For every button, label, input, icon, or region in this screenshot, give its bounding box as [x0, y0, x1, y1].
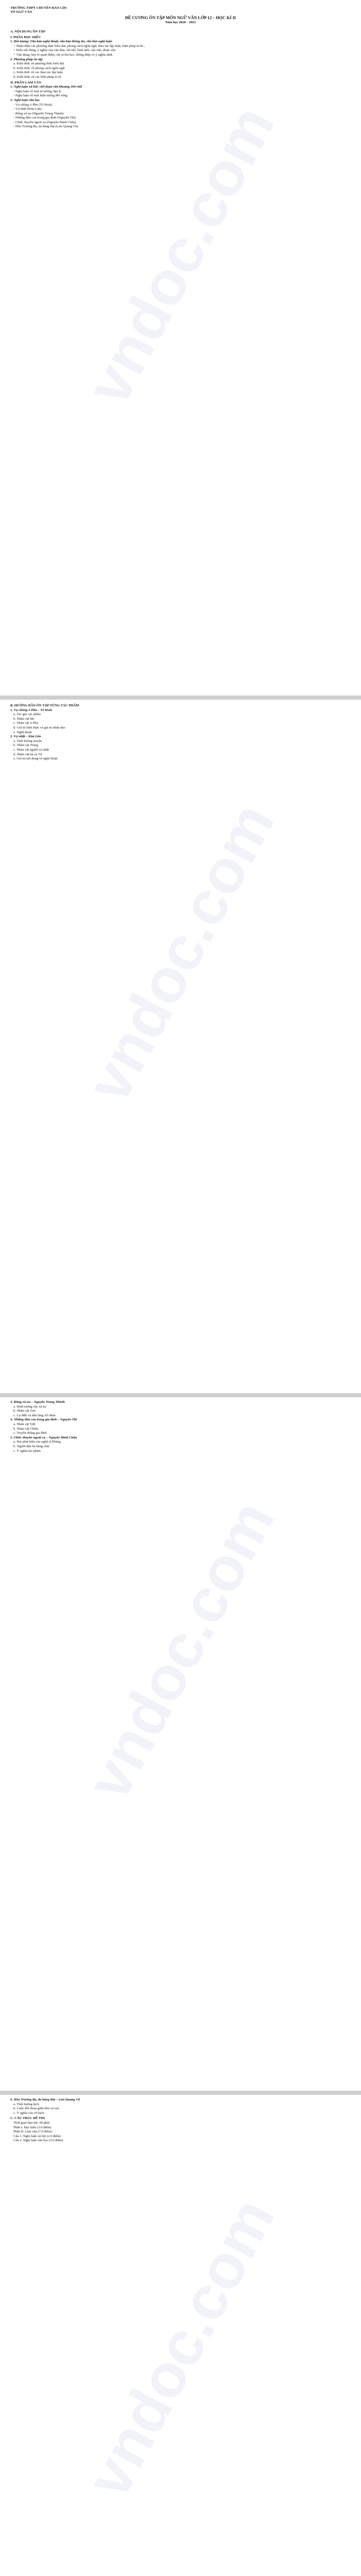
subsection-heading: 1. Đối tượng: Văn bản nghệ thuật, văn bản thông tin, văn bản nghị luận: [10, 40, 112, 44]
text-line: d. Giá trị hiện thực và giá trị nhân đạo: [13, 725, 65, 730]
watermark: vndoc.com: [73, 1489, 288, 1811]
text-line: b. Nhân vật Tràng: [13, 743, 38, 748]
text-line: - Hồn Trương Ba, da hàng thịt (Lưu Quang Vũ): [13, 125, 78, 129]
text-line: c. Nhân vật người vợ nhặt: [13, 748, 49, 752]
text-line: a. Tình huống kịch: [13, 2102, 39, 2106]
text-line: b. Nhân vật Tnú: [13, 1409, 36, 1413]
school-year: Năm học 2020 – 2021: [165, 21, 196, 24]
document-page-4: [6, 2096, 355, 2576]
page-divider: [0, 696, 361, 700]
text-line: - Nghị luận về một tư tưởng, đạo lí.: [13, 89, 62, 93]
section-heading: II. PHẦN LÀM VĂN: [10, 80, 41, 84]
watermark: vndoc.com: [73, 792, 288, 1113]
section-heading: C. CẤU TRÚC ĐỀ THI: [10, 2116, 45, 2121]
subsection-heading: 4. Những đứa con trong gia đình – Nguyễn Thi: [10, 1418, 77, 1422]
page-divider: [0, 1393, 361, 1397]
text-line: b. Nhân vật Mị: [13, 717, 34, 721]
text-line: Thời gian làm bài: 90 phút: [13, 2121, 50, 2125]
text-line: c. Kiến thức về các thao tác lập luận: [13, 71, 63, 75]
text-line: b. Cuộc đối thoại giữa hồn và xác: [13, 2107, 59, 2111]
subsection-heading: 6. Hồn Trương Ba, da hàng thịt – Lưu Quang Vũ: [10, 2098, 80, 2102]
page-1-content: [6, 27, 355, 131]
subsection-heading: 3. Rừng xà nu – Nguyễn Trung Thành: [10, 1400, 65, 1404]
text-line: b. Người đàn bà hàng chài: [13, 1444, 50, 1448]
watermark: vndoc.com: [73, 94, 288, 416]
text-line: e. Nghệ thuật: [13, 730, 32, 734]
text-line: Câu 1. Nghị luận xã hội (2.0 điểm): [13, 2134, 61, 2138]
text-line: - Rừng xà nu (Nguyễn Trung Thành): [13, 111, 64, 115]
page-2-content: [6, 701, 355, 764]
text-line: + Vận dụng: bày tỏ quan điểm, rút ra bài học, thông điệp có ý nghĩa nhất.: [13, 53, 113, 57]
document-page-2: [6, 701, 355, 1391]
text-line: - Những đứa con trong gia đình (Nguyễn Thi): [13, 116, 76, 120]
text-line: + Nhận diện các phương thức biểu đạt, phong cách ngôn ngữ, thao tác lập luận, biện pháp tu từ...: [13, 44, 145, 48]
text-line: e. Giá trị nội dung và nghệ thuật: [13, 757, 58, 761]
section-heading: I. PHẦN ĐỌC HIỂU: [10, 35, 41, 39]
text-line: c. Ý nghĩa của vở kịch: [13, 2111, 44, 2115]
text-line: - Vợ nhặt (Kim Lân): [13, 107, 42, 111]
text-line: Phần I. Đọc hiểu (3.0 điểm): [13, 2125, 52, 2129]
school-name: TRƯỜNG THPT CHUYÊN BẢO LỘC: [10, 6, 68, 10]
text-line: - Vợ chồng A Phủ (Tô Hoài): [13, 103, 53, 107]
text-line: Phần II. Làm văn (7.0 điểm): [13, 2130, 52, 2134]
subsection-heading: 2. Vợ nhặt – Kim Lân: [10, 735, 41, 739]
section-heading: B. HƯỚNG DẪN ÔN TẬP TỪNG TÁC PHẨM: [10, 704, 79, 707]
subsection-heading: 1. Vợ chồng A Phủ – Tô Hoài: [10, 708, 52, 712]
text-line: b. Nhân vật Chiến: [13, 1427, 38, 1431]
document-title: ĐỀ CƯƠNG ÔN TẬP MÔN NGỮ VĂN LỚP 12 – HỌC KÌ II: [125, 15, 236, 20]
subsection-heading: 1. Nghị luận xã hội: viết đoạn văn khoảng 200 chữ: [10, 85, 82, 89]
text-line: b. Kiến thức về phong cách ngôn ngữ: [13, 66, 65, 70]
subsection-heading: 2. Phương pháp ôn tập: [10, 57, 43, 61]
title-block: [10, 15, 351, 25]
text-line: c. Truyền thống gia đình: [13, 1431, 47, 1435]
section-heading: A. NỘI DUNG ÔN TẬP: [10, 30, 45, 33]
text-line: d. Kiến thức về các biện pháp tu từ: [13, 75, 61, 79]
text-line: c. Nhân vật A Phủ: [13, 721, 38, 725]
text-line: a. Hai phát hiện của nghệ sĩ Phùng: [13, 1440, 61, 1444]
document-header: [6, 3, 355, 27]
text-line: - Nghị luận về một hiện tượng đời sống.: [13, 94, 68, 98]
text-line: c. Cụ Mết và dân làng Xô Man: [13, 1413, 56, 1417]
subsection-heading: 5. Chiếc thuyền ngoài xa – Nguyễn Minh Châu: [10, 1435, 77, 1439]
text-line: - Chiếc thuyền ngoài xa (Nguyễn Minh Châu): [13, 120, 76, 124]
text-line: c. Ý nghĩa tác phẩm: [13, 1449, 41, 1453]
text-line: a. Nhân vật Việt: [13, 1422, 36, 1426]
page-4-content: [6, 2096, 355, 2145]
text-line: a. Tình huống truyện: [13, 739, 42, 743]
page-3-content: [6, 1398, 355, 1455]
subsection-heading: 2. Nghị luận văn học: [10, 98, 40, 102]
text-line: Câu 2. Nghị luận văn học (5.0 điểm): [13, 2139, 63, 2143]
text-line: a. Kiến thức về phương thức biểu đạt: [13, 62, 64, 66]
page-divider: [0, 2091, 361, 2095]
document-page-1: [6, 3, 355, 693]
text-line: d. Nhân vật bà cụ Tứ: [13, 752, 42, 756]
text-line: a. Tác giả, tác phẩm: [13, 713, 41, 717]
text-line: + Hiểu nội dung, ý nghĩa của văn bản, chi tiết, hình ảnh, câu văn, đoạn văn.: [13, 48, 117, 53]
watermark: vndoc.com: [73, 2187, 288, 2509]
department-name: TỔ NGỮ VĂN: [10, 10, 32, 14]
document-page-3: [6, 1398, 355, 2089]
text-line: a. Hình tượng cây xà nu: [13, 1404, 46, 1409]
